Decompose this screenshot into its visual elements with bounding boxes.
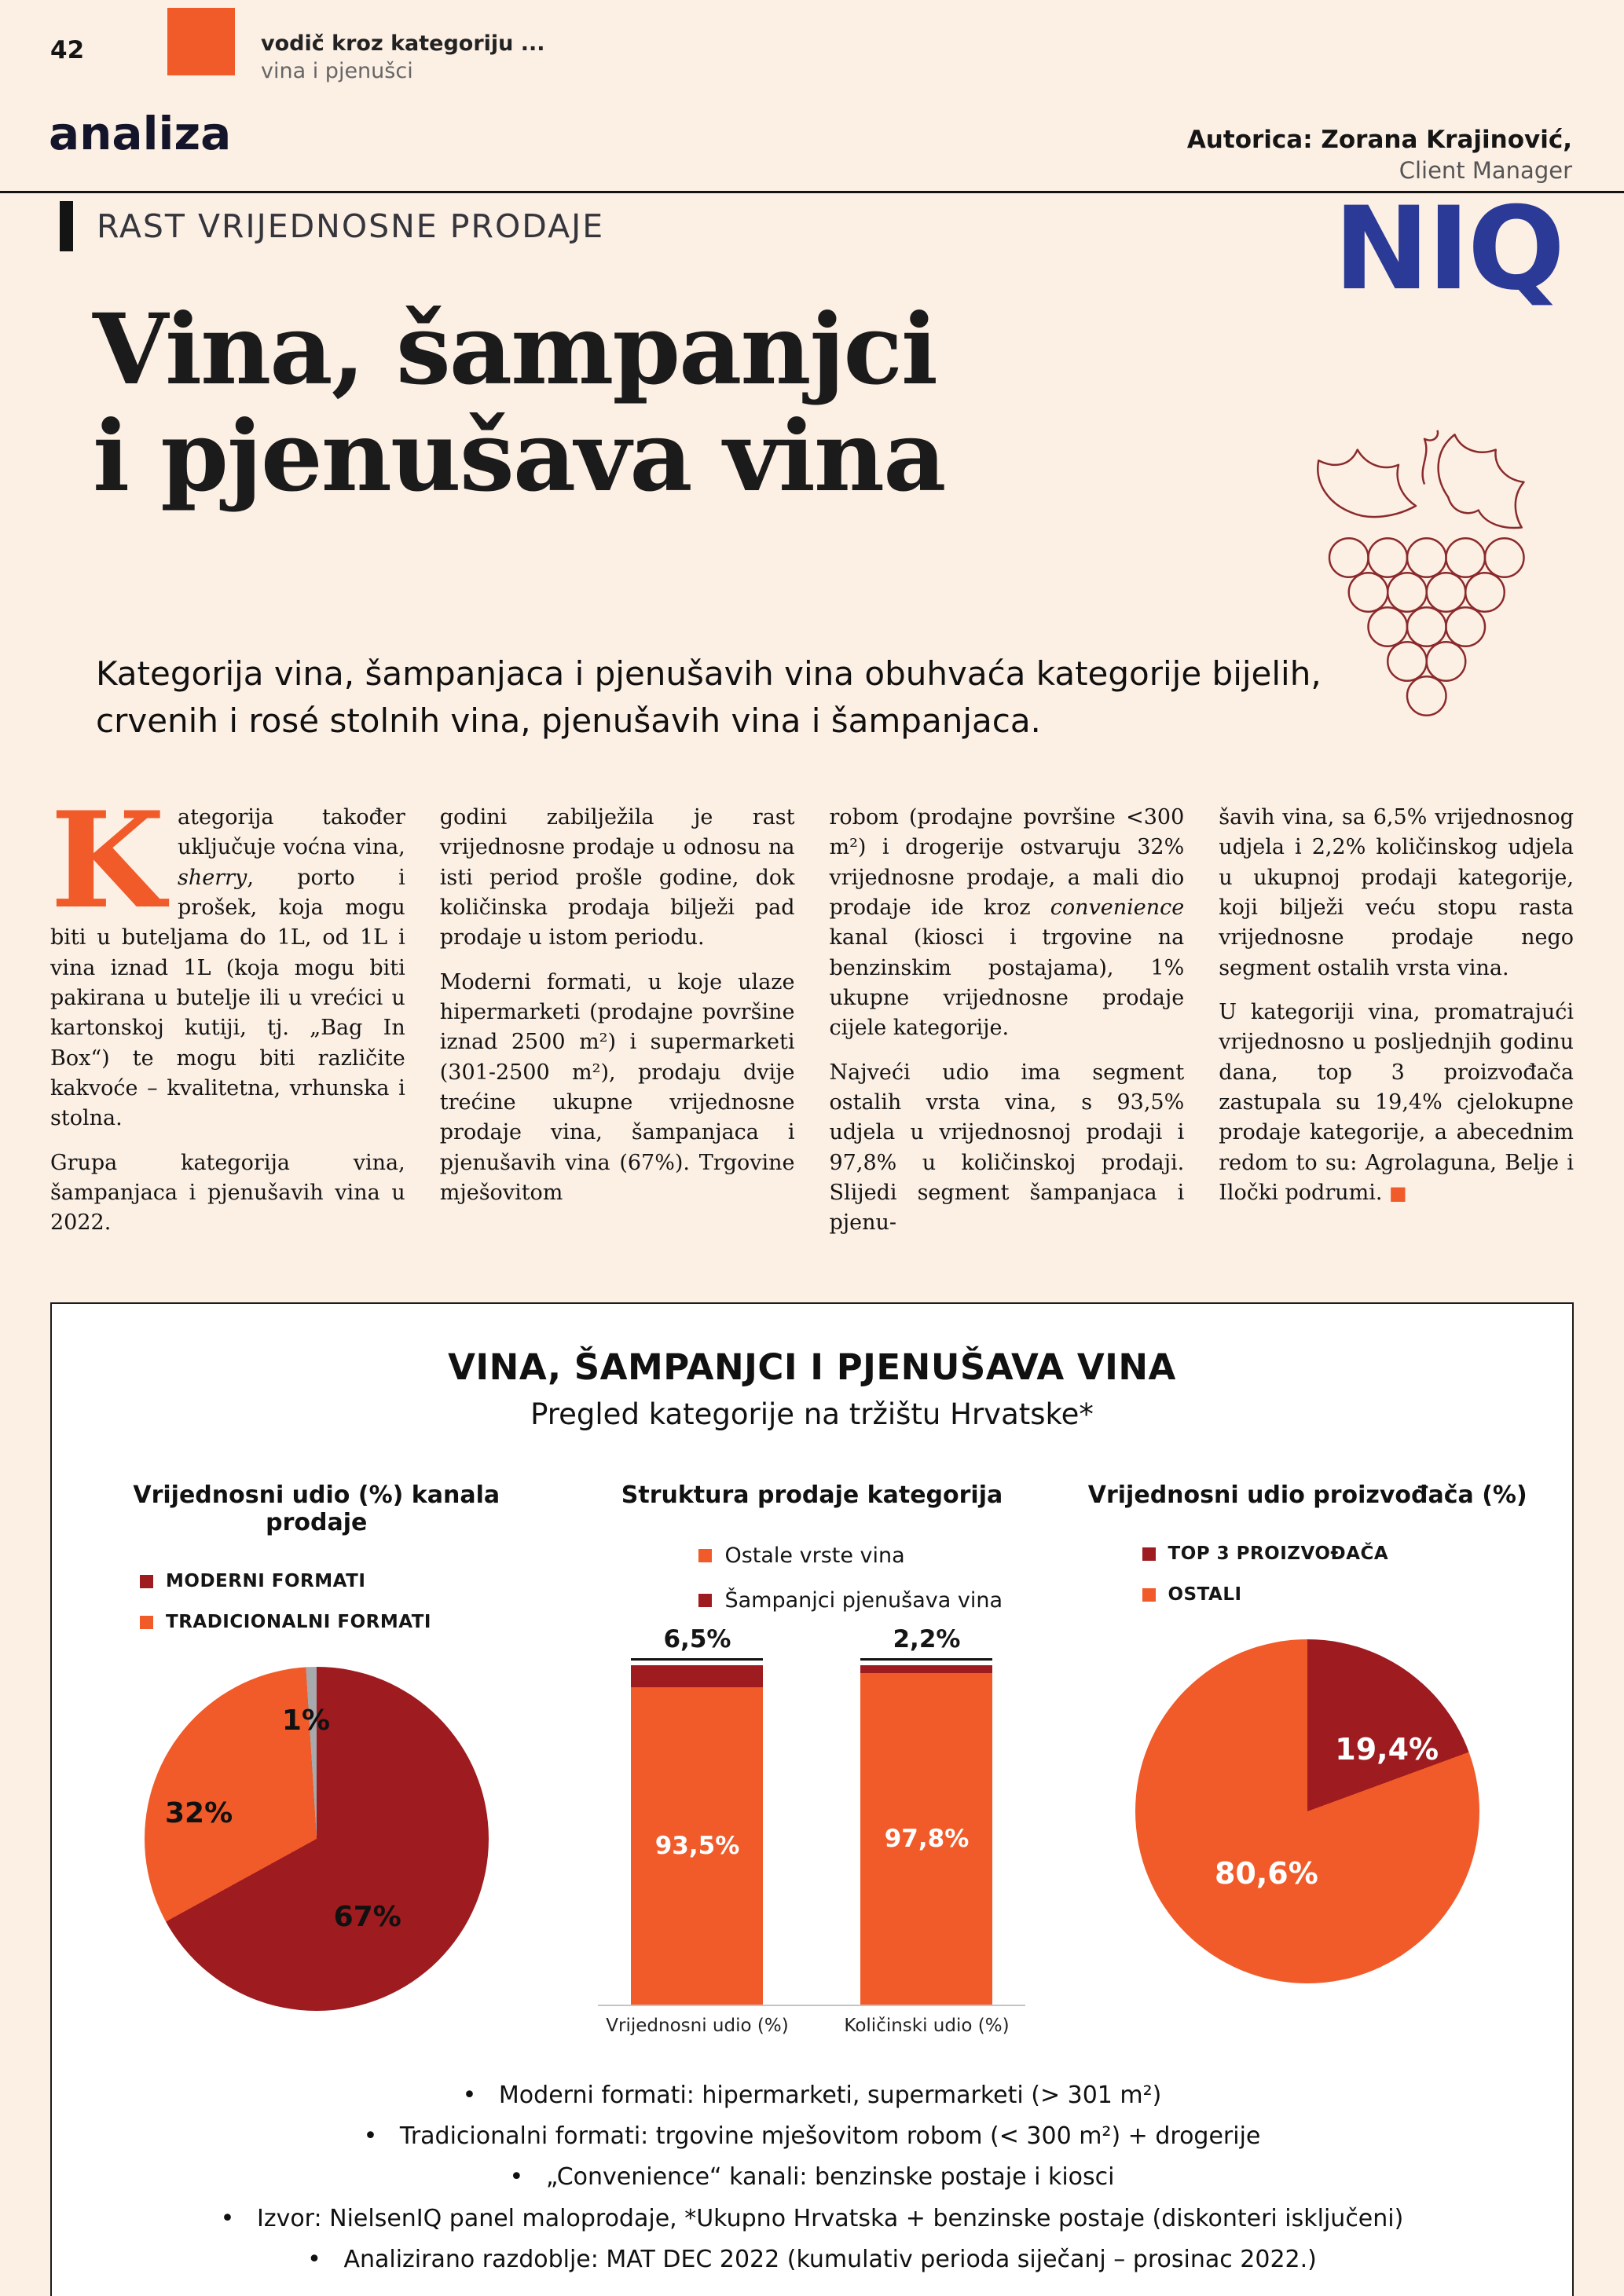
chart-structure — [565, 1481, 1058, 2036]
article-lede: Kategorija vina, šampanjaca i pjenušavih vina obuhvaća kategorije bijelih, crvenih i rosé stolnih vina, pjenušavih vina i šampanjaca. — [96, 654, 1322, 740]
legend-swatch-moderni — [140, 1575, 153, 1588]
pie-chart-channels — [145, 1667, 489, 2011]
eyebrow — [60, 201, 604, 251]
paragraph-text: ategorija također uključuje voćna vina, sherry, porto i prošek, koja mogu biti u buteljama do 1L, od 1L i vina iznad 1L (koja mogu biti pakirana u butelje ili u vrećici u kartonskoj kutiji, tj. „Bag In Box“) te mogu biti različite kakvoće – kvalitetna, vrhunska i stolna. — [50, 805, 405, 1131]
legend-label: OSTALI — [1168, 1584, 1242, 1605]
bar-inline-value: 93,5% — [654, 1832, 740, 1861]
bar-segment-other — [860, 1673, 992, 2005]
legend-item — [698, 1543, 1058, 1568]
bar-stack — [860, 1665, 992, 2005]
pie-value-label: 32% — [165, 1797, 233, 1830]
bar-category-label: Količinski udio (%) — [844, 2016, 1010, 2036]
article-column-3 — [830, 803, 1185, 1239]
bar-top-value: 2,2% — [860, 1625, 992, 1661]
charts-panel — [50, 1302, 1574, 2296]
author-role: Client Manager — [1399, 157, 1572, 184]
chart-title: Struktura prodaje kategorija — [621, 1481, 1003, 1509]
bar-category-label: Vrijednosni udio (%) — [606, 2016, 789, 2036]
niq-logo: NIQ — [1333, 182, 1563, 316]
pie-value-label: 19,4% — [1335, 1732, 1439, 1767]
section-title: analiza — [49, 107, 232, 160]
paragraph — [50, 782, 405, 1134]
paragraph: godini zabilježila je rast vrijednosne prodaje u odnosu na isti period prošle godine, dok količinska prodaja bilježi pad prodaje u istom periodu. — [439, 805, 795, 950]
paragraph: Grupa kategorija vina, šampanjaca i pjenušavih vina u 2022. — [50, 1150, 405, 1236]
panel-subtitle: Pregled kategorije na tržištu Hrvatske* — [530, 1397, 1094, 1431]
footnote: • Izvor: NielsenIQ panel maloprodaje, *Ukupno Hrvatska + benzinske postaje (diskonteri isključeni) — [88, 2199, 1536, 2239]
legend — [140, 1571, 544, 1632]
legend-swatch-ostali — [1142, 1588, 1156, 1602]
legend-label: MODERNI FORMATI — [166, 1571, 366, 1591]
headline — [93, 293, 945, 514]
paragraph: Najveći udio ima segment ostalih vrsta vina, s 93,5% udjela u vrijednosnoj prodaji i 97,8% u količinskoj prodaji. Slijedi segment šampanjaca i pjenu- — [829, 1060, 1185, 1236]
legend-swatch-top3 — [1142, 1547, 1156, 1561]
bar-value-share — [631, 1625, 763, 2005]
author-name: Autorica: Zorana Krajinović, — [1186, 126, 1572, 154]
paragraph: Moderni formati, u koje ulaze hipermarketi (prodajne površine iznad 2500 m²) i supermarketi (301-2500 m²), prodaju dvije trećine ukupne vrijednosne prodaje vina, šampanjaca i pjenušavih vina (67%). Trgovine mješovitom — [439, 969, 795, 1205]
footnote: • „Convenience“ kanali: benzinske postaje i kiosci — [88, 2157, 1536, 2198]
brand-square — [167, 8, 235, 75]
kicker-subtitle: vina i pjenušci — [261, 59, 413, 84]
bar-stack — [631, 1665, 763, 2005]
legend-swatch-tradicionalni — [140, 1616, 153, 1629]
headline-line2: i pjenušava vina — [93, 400, 945, 514]
footnote: • Tradicionalni formati: trgovine mješovitom robom (< 300 m²) + drogerije — [88, 2116, 1536, 2157]
legend-item — [1142, 1543, 1537, 1564]
charts-row — [88, 1481, 1536, 2036]
article-column-2 — [440, 803, 795, 1239]
bar-volume-share — [860, 1625, 992, 2005]
chart-manufacturers — [1080, 1481, 1537, 2036]
footnotes — [88, 2075, 1536, 2280]
article-column-1 — [50, 782, 405, 1239]
paragraph: robom (prodajne površine <300 m²) i drogerije ostvaruju 32% vrijednosne prodaje, a mali dio prodaje ide kroz convenience kanal (kiosci i trgovine na benzinskim postajama), 1% ukupne vrijednosne prodaje cijele kategorije. — [829, 805, 1185, 1041]
footnote: • Analizirano razdoblje: MAT DEC 2022 (kumulativ perioda siječanj – prosinac 2022.) — [88, 2239, 1536, 2280]
pie-value-label: 80,6% — [1214, 1855, 1318, 1891]
pie-value-label: 67% — [333, 1900, 401, 1933]
kicker-title: vodič kroz kategoriju ... — [261, 31, 545, 56]
legend-label: Ostale vrste vina — [724, 1543, 905, 1568]
paragraph: U kategoriji vina, promatrajući vrijednosno u posljednjih godinu dana, top 3 proizvođača zastupala su 19,4% cjelokupne prodaje kategorije, a abecednim redom to su: Agrolaguna, Belje i Iločki podrumi. ■ — [1219, 999, 1574, 1205]
drop-cap: K — [50, 782, 166, 938]
legend-label: TRADICIONALNI FORMATI — [166, 1612, 431, 1632]
kicker — [261, 30, 545, 85]
headline-line1: Vina, šampanjci — [93, 293, 937, 407]
bar-segment-sparkling — [860, 1665, 992, 1673]
article-column-4 — [1219, 803, 1574, 1239]
pie-value-label: 1% — [281, 1705, 331, 1738]
legend — [698, 1543, 1058, 1613]
stacked-bar-chart — [598, 1625, 1025, 2036]
panel-title: VINA, ŠAMPANJCI I PJENUŠAVA VINA — [448, 1346, 1176, 1388]
bar-top-value: 6,5% — [631, 1625, 763, 1661]
page-number: 42 — [50, 36, 85, 64]
eyebrow-bar — [60, 201, 73, 251]
legend-label: Šampanjci pjenušava vina — [724, 1588, 1003, 1613]
chart-title: Vrijednosni udio (%) kanala prodaje — [133, 1481, 500, 1536]
legend-item — [698, 1588, 1058, 1613]
legend-swatch-ostale — [698, 1549, 712, 1562]
eyebrow-text: RAST VRIJEDNOSNE PRODAJE — [97, 207, 605, 245]
legend-label: TOP 3 PROIZVOĐAČA — [1168, 1543, 1389, 1564]
legend-item — [1142, 1584, 1537, 1605]
paragraph: šavih vina, sa 6,5% vrijednosnog udjela i 2,2% količinskog udjela u ukupnoj prodaji kategorije, koji bilježi veću stopu rasta vrijednosne prodaje nego segment ostalih vrsta vina. — [1219, 805, 1574, 980]
chart-title: Vrijednosni udio proizvođača (%) — [1087, 1481, 1527, 1509]
legend-swatch-sampanjci — [698, 1594, 712, 1607]
chart-sales-channels — [88, 1481, 544, 2036]
legend-item — [140, 1571, 544, 1591]
legend-item — [140, 1612, 544, 1632]
bar-segment-other — [631, 1687, 763, 2005]
bar-segment-sparkling — [631, 1665, 763, 1687]
legend — [1142, 1543, 1537, 1605]
footnote: • Moderni formati: hipermarketi, supermarketi (> 301 m²) — [88, 2075, 1536, 2116]
pie-chart-manufacturers — [1135, 1639, 1479, 1983]
bar-inline-value: 97,8% — [884, 1824, 970, 1853]
author-block — [1187, 126, 1572, 184]
article-columns — [50, 782, 1574, 1239]
